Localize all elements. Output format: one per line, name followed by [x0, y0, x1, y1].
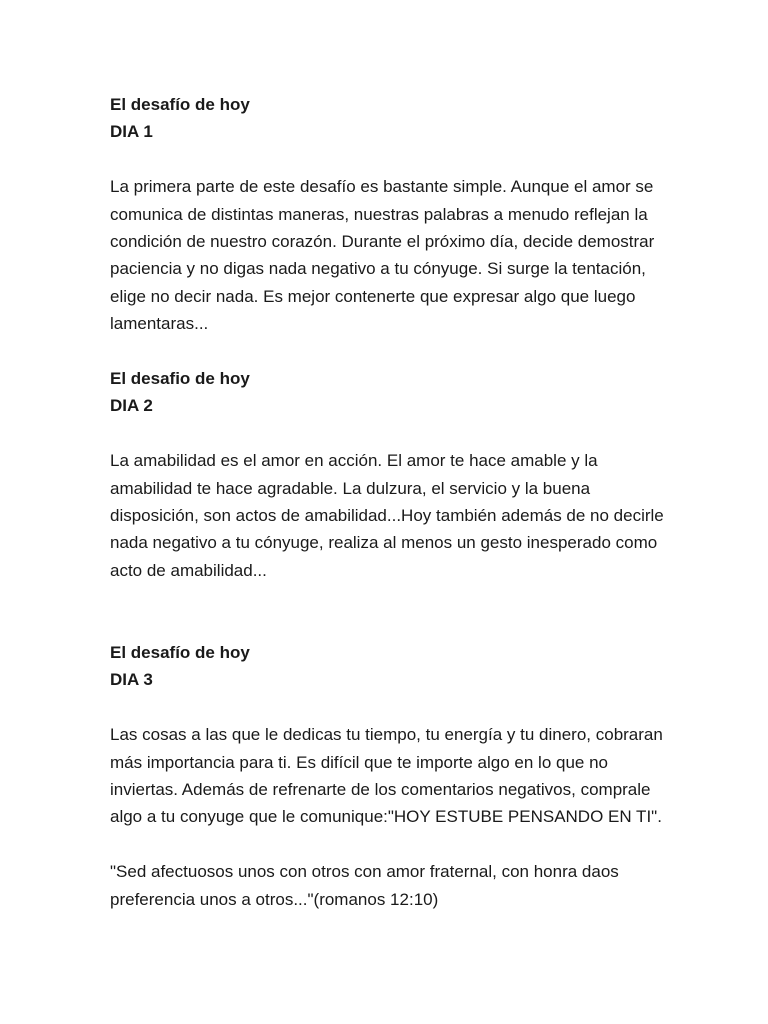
section-2-title: El desafio de hoy [110, 369, 250, 389]
section-1-day: DIA 1 [110, 122, 153, 142]
spacer [110, 338, 670, 365]
spacer [110, 584, 670, 639]
section-3-body: Las cosas a las que le dedicas tu tiempo, tu energía y tu dinero, cobraran más importancia para ti. Es difícil que te importe algo en lo que no inviertas. Además de refrenarte de los comentarios negativos, comprale algo a tu conyuge que le comunique:"HOY ESTUBE PENSANDO EN TI". [110, 725, 663, 827]
bible-quote: "Sed afectuosos unos con otros con amor fraternal, con honra daos preferencia unos a otros..."(romanos 12:10) [110, 862, 619, 909]
section-2-day: DIA 2 [110, 396, 153, 416]
spacer [110, 831, 670, 858]
spacer [110, 694, 670, 721]
section-3-title: El desafío de hoy [110, 643, 250, 663]
section-3-day: DIA 3 [110, 670, 153, 690]
section-2-body: La amabilidad es el amor en acción. El amor te hace amable y la amabilidad te hace agradable. La dulzura, el servicio y la buena disposición, son actos de amabilidad...Hoy también además de no decirle nada negativo a tu cónyuge, realiza al menos un gesto inesperado como acto de amabilidad... [110, 451, 664, 580]
spacer [110, 146, 670, 173]
document-page [110, 91, 670, 913]
section-1-body: La primera parte de este desafío es bastante simple. Aunque el amor se comunica de distintas maneras, nuestras palabras a menudo reflejan la condición de nuestro corazón. Durante el próximo día, decide demostrar paciencia y no digas nada negativo a tu cónyuge. Si surge la tentación, elige no decir nada. Es mejor contenerte que expresar algo que luego lamentaras... [110, 177, 655, 334]
section-1-title: El desafío de hoy [110, 95, 250, 114]
spacer [110, 420, 670, 447]
